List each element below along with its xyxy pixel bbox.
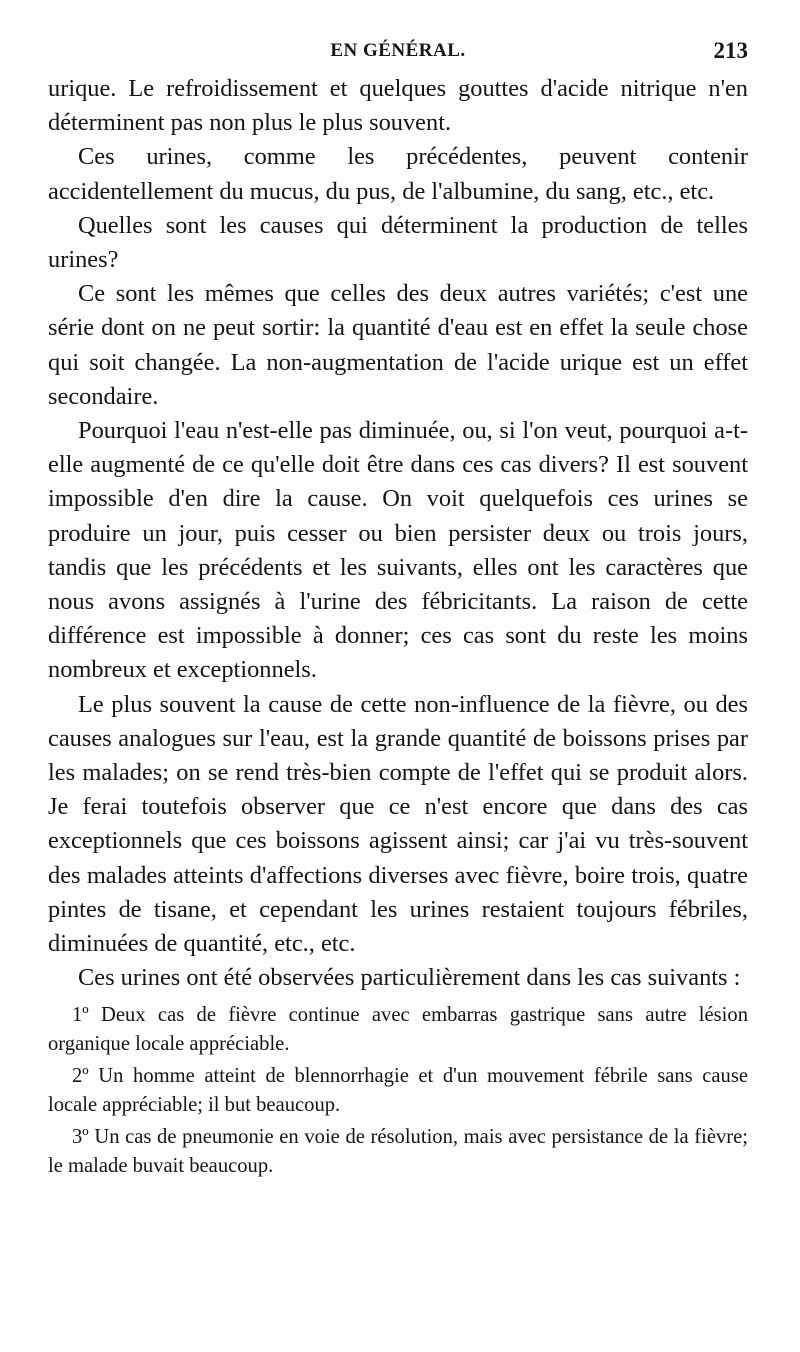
running-title: EN GÉNÉRAL. bbox=[330, 40, 466, 61]
list-item: 3º Un cas de pneumonie en voie de résolution, mais avec persistance de la fièvre; le malade buvait beaucoup. bbox=[48, 1126, 748, 1177]
paragraph-observed-cases: Ces urines ont été observées particulièrement dans les cas suivants : bbox=[78, 964, 741, 992]
body-text bbox=[48, 72, 748, 1184]
case-list bbox=[48, 1001, 748, 1180]
paragraph-same-causes: Ce sont les mêmes que celles des deux autres variétés; c'est une série dont on ne peut sortir: la quantité d'eau est en effet la seule chose qui soit changée. La non-augmentation de l'acide urique est un effet secondaire. bbox=[48, 280, 748, 410]
list-item: 2º Un homme atteint de blennorrhagie et d'un mouvement fébrile sans cause locale appréciable; il but beaucoup. bbox=[48, 1065, 748, 1116]
paragraph-continuation: urique. Le refroidissement et quelques gouttes d'acide nitrique n'en déterminent pas non plus le plus souvent. bbox=[48, 75, 748, 137]
paragraph-why-water: Pourquoi l'eau n'est-elle pas diminuée, ou, si l'on veut, pourquoi a-t-elle augmenté de ce qu'elle doit être dans ces cas divers? Il est souvent impossible d'en dire la cause. On voit quelquefois ces urines se produire un jour, puis cesser ou bien persister deux ou trois jours, tandis que les précédents et les suivants, elles ont les caractères que nous avons assignés à l'urine des fébricitants. La raison de cette différence est impossible à donner; ces cas sont du reste les moins nombreux et exceptionnels. bbox=[48, 417, 748, 684]
paragraph-accidental-contents: Ces urines, comme les précédentes, peuvent contenir accidentellement du mucus, du pus, de l'albumine, du sang, etc., etc. bbox=[48, 143, 748, 205]
page-header bbox=[48, 36, 748, 70]
list-item: 1º Deux cas de fièvre continue avec embarras gastrique sans autre lésion organique locale appréciable. bbox=[48, 1004, 748, 1055]
paragraph-beverages: Le plus souvent la cause de cette non-influence de la fièvre, ou des causes analogues sur l'eau, est la grande quantité de boissons prises par les malades; on se rend très-bien compte de l'effet qui se produit alors. Je ferai toutefois observer que ce n'est encore que dans des cas exceptionnels que ces boissons agissent ainsi; car j'ai vu très-souvent des malades atteints d'affections diverses avec fièvre, boire trois, quatre pintes de tisane, et cependant les urines restaient toujours fébriles, diminuées de quantité, etc., etc. bbox=[48, 690, 748, 958]
paragraph-question-causes: Quelles sont les causes qui déterminent la production de telles urines? bbox=[48, 211, 748, 274]
page-number: 213 bbox=[713, 38, 748, 63]
